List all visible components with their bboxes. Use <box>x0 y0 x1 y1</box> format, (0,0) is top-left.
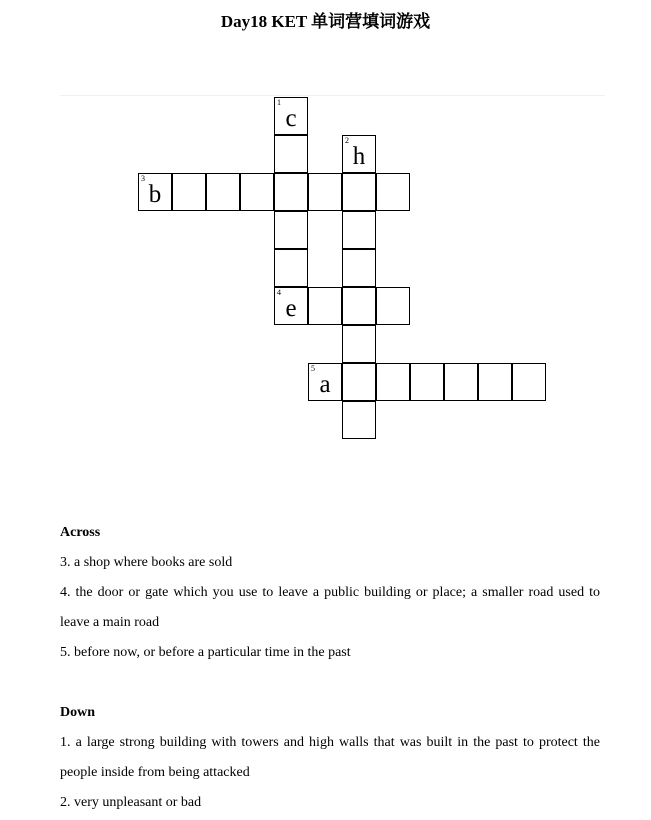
given-letter: c <box>285 105 297 132</box>
crossword-cell[interactable] <box>342 325 376 363</box>
across-clue-3: 3. a shop where books are sold <box>60 555 233 570</box>
crossword-cell-1-down-start[interactable] <box>274 97 308 135</box>
crossword-cell[interactable] <box>172 173 206 211</box>
clue-number: 4 <box>277 288 281 297</box>
crossword-cell-3-across-start[interactable] <box>138 173 172 211</box>
across-clues <box>60 518 600 668</box>
clue-number: 5 <box>311 364 315 373</box>
crossword-cell-4-across-start[interactable] <box>274 287 308 325</box>
crossword-cell[interactable] <box>342 173 376 211</box>
page-title: Day18 KET 单词营填词游戏 <box>220 12 431 31</box>
crossword-cell[interactable] <box>444 363 478 401</box>
crossword-cell[interactable] <box>308 173 342 211</box>
crossword-cell[interactable] <box>342 211 376 249</box>
crossword-cell[interactable] <box>274 173 308 211</box>
crossword-cell[interactable] <box>410 363 444 401</box>
crossword-cell-5-across-start[interactable] <box>308 363 342 401</box>
crossword-cell[interactable] <box>342 363 376 401</box>
across-clue-5: 5. before now, or before a particular time in the past <box>60 645 351 660</box>
crossword-cell[interactable] <box>206 173 240 211</box>
given-letter: a <box>319 371 331 398</box>
crossword-cell[interactable] <box>308 287 342 325</box>
clue-number: 2 <box>345 136 349 145</box>
crossword-cell[interactable] <box>376 363 410 401</box>
given-letter: e <box>285 295 297 322</box>
clue-number: 3 <box>141 174 145 183</box>
crossword-cell[interactable] <box>342 401 376 439</box>
crossword-cell[interactable] <box>376 173 410 211</box>
down-clue-2: 2. very unpleasant or bad <box>60 795 202 810</box>
down-clues <box>60 698 600 818</box>
crossword-cell[interactable] <box>342 249 376 287</box>
down-heading: Down <box>60 705 96 720</box>
crossword-cell[interactable] <box>274 135 308 173</box>
given-letter: b <box>148 181 162 208</box>
crossword-cell[interactable] <box>376 287 410 325</box>
crossword-cell-2-down-start[interactable] <box>342 135 376 173</box>
across-clue-4: 4. the door or gate which you use to leave a public building or place; a smaller road used to leave a main road <box>60 585 600 630</box>
crossword-cell[interactable] <box>512 363 546 401</box>
down-clue-1: 1. a large strong building with towers and high walls that was built in the past to protect the people inside from being attacked <box>60 735 600 780</box>
crossword-cell[interactable] <box>274 249 308 287</box>
crossword-cell[interactable] <box>240 173 274 211</box>
across-heading: Across <box>60 525 101 540</box>
crossword-cell[interactable] <box>342 287 376 325</box>
crossword-cell[interactable] <box>478 363 512 401</box>
given-letter: h <box>352 143 366 170</box>
clue-number: 1 <box>277 98 281 107</box>
crossword-cell[interactable] <box>274 211 308 249</box>
